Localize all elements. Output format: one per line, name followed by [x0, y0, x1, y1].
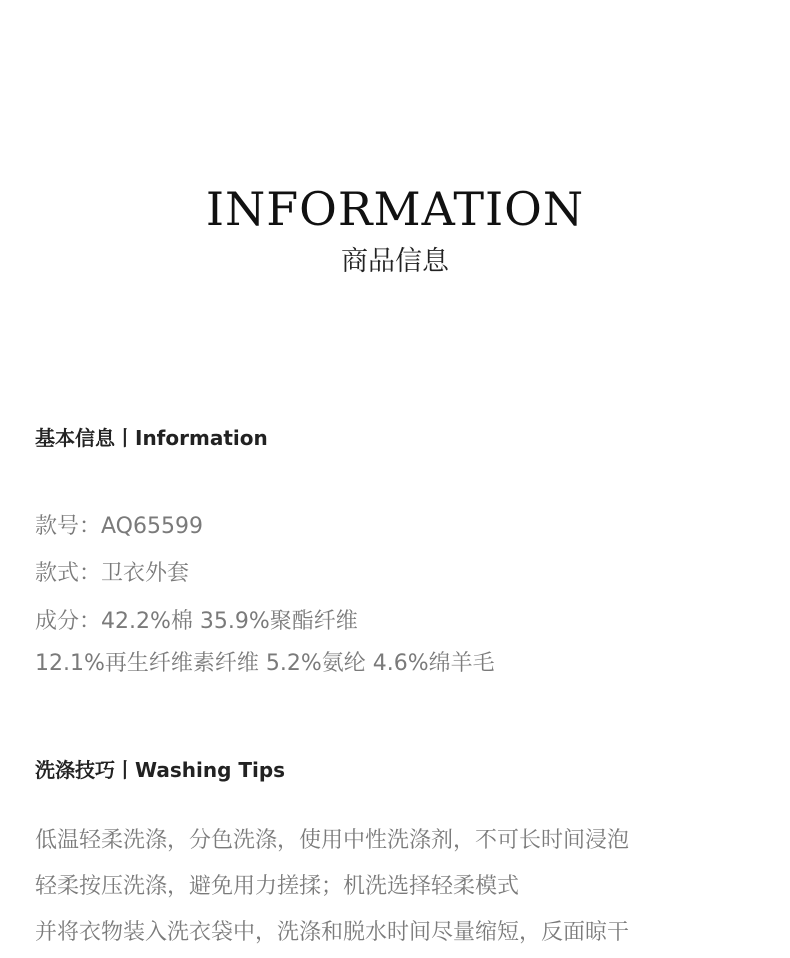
style-type-line: 款式：卫衣外套 [35, 561, 190, 586]
composition-continued-line: 12.1%再生纤维素纤维 5.2%氨纶 4.6%绵羊毛 [35, 651, 495, 676]
page-title: INFORMATION [205, 182, 585, 236]
washing-tips-heading: 洗涤技巧丨Washing Tips [35, 758, 286, 782]
composition-line: 成分：42.2%棉 35.9%聚酯纤维 [35, 609, 358, 634]
style-number-line: 款号：AQ65599 [35, 514, 203, 539]
washing-tip-line: 轻柔按压洗涤，避免用力搓揉；机洗选择轻柔模式 [35, 874, 520, 899]
washing-tip-line: 低温轻柔洗涤，分色洗涤，使用中性洗涤剂，不可长时间浸泡 [35, 828, 630, 853]
page-subtitle: 商品信息 [341, 246, 449, 277]
basic-info-heading: 基本信息丨Information [35, 426, 268, 450]
washing-tip-line: 并将衣物装入洗衣袋中，洗涤和脱水时间尽量缩短，反面晾干 [35, 920, 630, 945]
